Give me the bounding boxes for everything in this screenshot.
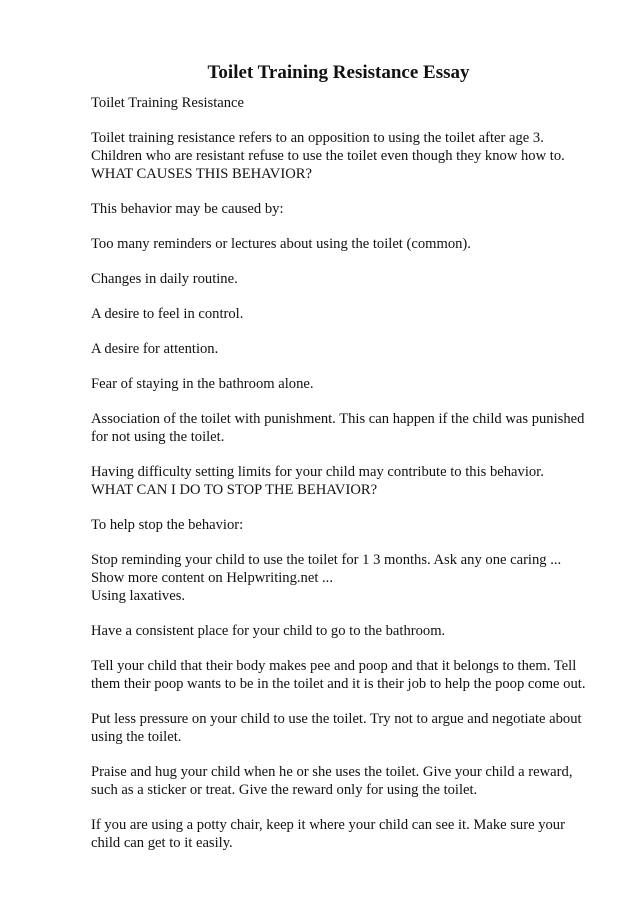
- paragraph: [91, 657, 598, 693]
- text-line: Using laxatives.: [91, 588, 186, 604]
- text-line: This behavior may be caused by:: [91, 201, 284, 217]
- paragraph: [91, 270, 598, 288]
- show-more-text: Show more content on Helpwriting.net ...: [91, 570, 333, 586]
- text-line: Fear of staying in the bathroom alone.: [91, 376, 314, 392]
- text-line: child can get to it easily.: [91, 835, 233, 851]
- paragraph: [91, 622, 598, 640]
- paragraph: [91, 305, 598, 323]
- text-line: Too many reminders or lectures about using the toilet (common).: [91, 236, 471, 252]
- text-line: Having difficulty setting limits for your child may contribute to this behavior.: [91, 464, 544, 480]
- text-line: If you are using a potty chair, keep it where your child can see it. Make sure your: [91, 817, 565, 833]
- text-line: Toilet Training Resistance: [91, 95, 245, 111]
- text-line: Changes in daily routine.: [91, 271, 238, 287]
- paragraph: [91, 375, 598, 393]
- paragraph: [91, 235, 598, 253]
- section-heading: WHAT CAUSES THIS BEHAVIOR?: [91, 166, 312, 182]
- paragraph: [91, 200, 598, 218]
- paragraph: [91, 340, 598, 358]
- paragraph: [91, 551, 598, 605]
- text-line: Association of the toilet with punishment. This can happen if the child was punished: [91, 411, 585, 427]
- text-line: using the toilet.: [91, 729, 182, 745]
- text-line: Children who are resistant refuse to use the toilet even though they know how to.: [91, 148, 565, 164]
- text-line: Have a consistent place for your child to go to the bathroom.: [91, 623, 446, 639]
- paragraph: [91, 94, 598, 112]
- document-title: Toilet Training Resistance Essay: [207, 62, 470, 83]
- paragraph: [91, 463, 598, 499]
- text-line: A desire for attention.: [91, 341, 219, 357]
- text-line: A desire to feel in control.: [91, 306, 244, 322]
- text-line: Put less pressure on your child to use the toilet. Try not to argue and negotiate about: [91, 711, 582, 727]
- paragraph: [91, 763, 598, 799]
- text-line: for not using the toilet.: [91, 429, 225, 445]
- text-line: To help stop the behavior:: [91, 517, 244, 533]
- section-heading: WHAT CAN I DO TO STOP THE BEHAVIOR?: [91, 482, 378, 498]
- paragraph: [91, 410, 598, 446]
- paragraph: [91, 516, 598, 534]
- text-line: Tell your child that their body makes pee and poop and that it belongs to them. Tell: [91, 658, 577, 674]
- text-line: Stop reminding your child to use the toilet for 1 3 months. Ask any one caring ...: [91, 552, 562, 568]
- paragraph: [91, 129, 598, 183]
- paragraph: [91, 816, 598, 852]
- text-line: such as a sticker or treat. Give the reward only for using the toilet.: [91, 782, 478, 798]
- text-line: them their poop wants to be in the toilet and it is their job to help the poop come out.: [91, 676, 586, 692]
- paragraph: [91, 710, 598, 746]
- text-line: Praise and hug your child when he or she uses the toilet. Give your child a reward,: [91, 764, 573, 780]
- text-line: Toilet training resistance refers to an opposition to using the toilet after age 3.: [91, 130, 544, 146]
